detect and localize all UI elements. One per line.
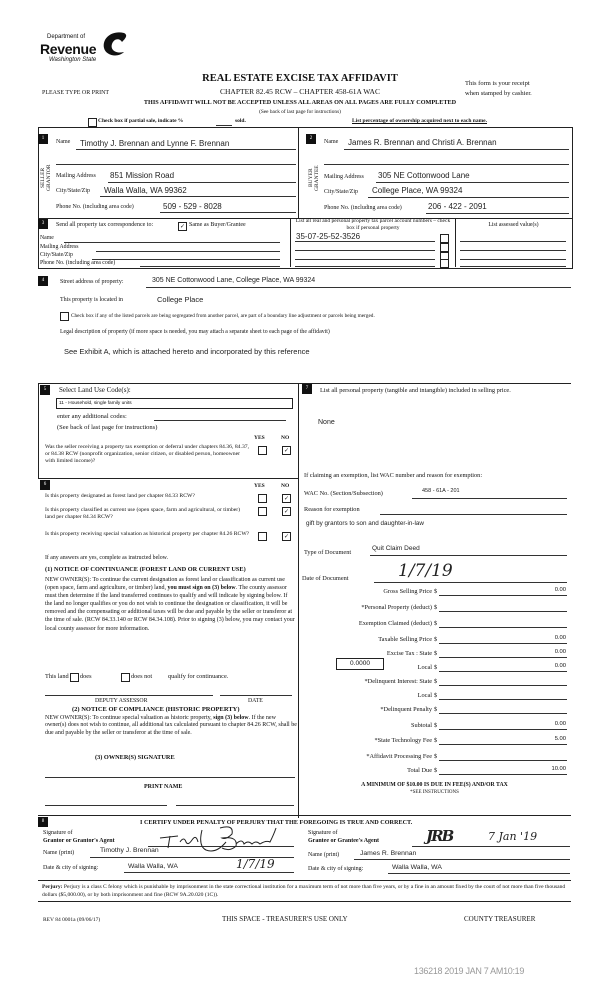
minimum-due-note: A MINIMUM OF $10.00 IS DUE IN FEE(S) AND/OR TAX: [361, 782, 508, 788]
text: sign (3) below: [213, 715, 249, 721]
wac-label: WAC No. (Section/Subsection): [304, 490, 383, 497]
assessed-value-line[interactable]: [460, 259, 566, 260]
amount-label: Subtotal: [411, 722, 432, 729]
amount-line: [439, 713, 567, 714]
amount-label: *Affidavit Processing Fee: [366, 753, 432, 760]
personal-property-checkbox[interactable]: [440, 234, 449, 243]
text: you must sign on (3) below: [167, 585, 236, 592]
text: . The county assessor must then determine if the land transferred continues to qualify and will indicate by signing below. If the land no longer qualifies or you do not wish to continue the designation or classification, it will be removed and the compensating or additional taxes will be due and payable by the seller or transferor at the time of sale. (RCW 84.33.140 or RCW 84.34.108). Prior to signing (3) below, you may contact your local county assessor for more information.: [45, 585, 295, 632]
does-not-qualify-checkbox[interactable]: [121, 673, 130, 682]
notice-compliance-text: [45, 715, 297, 737]
notice-compliance-title: (2) NOTICE OF COMPLIANCE (HISTORIC PROPERTY): [72, 706, 240, 713]
currency-sign: $: [434, 620, 438, 627]
logo-line2: Revenue: [40, 41, 97, 57]
divider: [298, 383, 299, 818]
currency-sign: $: [434, 588, 438, 595]
line: [108, 182, 296, 183]
amount-line: [439, 595, 567, 596]
personal-property-checkbox[interactable]: [440, 243, 449, 252]
seller-city[interactable]: Walla Walla, WA 99362: [104, 186, 187, 195]
buyer-city-label: City/State/Zip: [324, 189, 358, 195]
amount-value[interactable]: 10.00: [551, 766, 566, 772]
amount-label: *Delinquent Penalty: [380, 706, 432, 713]
amount-label: Local: [417, 664, 432, 671]
grantor-date[interactable]: 1/7/19: [236, 857, 275, 871]
perjury-note: [42, 883, 570, 899]
divider: [38, 880, 571, 881]
currency-sign: $: [434, 753, 438, 760]
currency-sign: $: [434, 678, 438, 685]
sig-of-label: Signature of: [43, 830, 73, 836]
assessed-value-line[interactable]: [460, 250, 566, 251]
seller-phone[interactable]: 509 - 529 - 8028: [163, 202, 222, 211]
sec5-see-back: (See back of last page for instructions): [57, 424, 158, 431]
amount-line: [439, 729, 567, 730]
amount-value[interactable]: 5.00: [554, 736, 566, 742]
currency-sign: $: [434, 706, 438, 713]
line: [368, 197, 569, 198]
line: [295, 250, 435, 251]
grantor-city[interactable]: Walla Walla, WA: [128, 863, 178, 870]
grantee-city[interactable]: Walla Walla, WA: [392, 864, 442, 871]
amount-value[interactable]: 0.00: [554, 635, 566, 641]
divider: [38, 478, 298, 479]
additional-codes-input[interactable]: [154, 420, 286, 421]
text: Perjury is a class C felony which is punishable by imprisonment in the state correctional institution for a maximum term of not more than five years, or by a fine in an amount fixed by the court of not more than five thousand dollars ($5,000.00), or by both imprisonment and fine (RCW 9A.20.020 (1C)).: [42, 884, 566, 898]
form-number: REV 84 0001a (09/06/17): [43, 917, 101, 923]
corr-address-label: Mailing Address: [40, 244, 79, 250]
text: NEW OWNER(S): To continue the current designation as forest land or classification as current use (open space, farm and agriculture, or timber) land,: [45, 577, 285, 592]
treasurer-use: THIS SPACE - TREASURER'S USE ONLY: [222, 915, 348, 923]
line: [354, 859, 570, 860]
amount-label: Exemption Claimed (deduct): [358, 620, 432, 627]
amount-label: Total Due: [407, 767, 432, 774]
amount-line: [439, 657, 567, 658]
logo-line3: Washington State: [49, 57, 97, 63]
legal-description-label: Legal description of property (if more space is needed, you may attach a separate sheet to each page of the affidavit): [60, 329, 330, 335]
seller-city-label: City/State/Zip: [56, 188, 90, 194]
see-back: (See back of last page for instructions): [259, 109, 341, 115]
county-treasurer: COUNTY TREASURER: [464, 915, 536, 923]
assessed-header: List assessed value(s): [488, 222, 539, 228]
does-label: does: [80, 673, 92, 680]
personal-property-value[interactable]: None: [318, 419, 335, 426]
receipt-note-1: This form is your receipt: [465, 80, 530, 87]
line: [295, 266, 435, 267]
line: [295, 241, 435, 242]
forest-no-checkbox[interactable]: ✓: [283, 495, 290, 502]
currency-sign: $: [434, 604, 438, 611]
text: NEW OWNER(S): To continue special valuation as historic property,: [45, 715, 214, 721]
does-not-label: does not: [131, 673, 153, 680]
exemption-reason[interactable]: gift by grantors to son and daughter-in-law: [306, 520, 424, 527]
line: [374, 582, 567, 583]
text: Perjury:: [42, 884, 63, 890]
dor-logo: [40, 34, 96, 64]
notice-continuance-title: (1) NOTICE OF CONTINUANCE (FOREST LAND OR CURRENT USE): [45, 566, 246, 573]
parcel-header: List all real and personal property tax parcel account numbers – check box if personal property: [295, 218, 451, 231]
print-name-label: PRINT NAME: [144, 784, 183, 790]
receipt-note-2: when stamped by cashier.: [465, 90, 532, 97]
chapter-line: CHAPTER 82.45 RCW – CHAPTER 458-61A WAC: [220, 87, 380, 96]
grantor-date-city-label: Date & city of signing:: [43, 865, 99, 871]
form-title: REAL ESTATE EXCISE TAX AFFIDAVIT: [202, 73, 398, 84]
partial-percent-line[interactable]: [216, 125, 232, 126]
corr-city-label: City/State/Zip: [40, 252, 73, 258]
amount-value[interactable]: 0.00: [554, 721, 566, 727]
section-5-number: 5: [40, 385, 50, 395]
amount-label: Local: [417, 692, 432, 699]
reason-label: Reason for exemption: [304, 506, 360, 513]
additional-codes-label: enter any additional codes:: [57, 413, 127, 420]
line: [100, 196, 296, 197]
divider: [38, 901, 571, 902]
line: [124, 872, 294, 873]
seller-address-label: Mailing Address: [56, 173, 96, 179]
section-2-number: 2: [306, 134, 316, 144]
section-4-number: 4: [38, 276, 48, 286]
local-rate-box[interactable]: 0.0000: [336, 658, 384, 670]
land-use-select[interactable]: 11 - Household, single family units: [56, 398, 293, 409]
owner-signature-title: (3) OWNER(S) SIGNATURE: [95, 754, 175, 761]
same-as-buyer-label: Same as Buyer/Grantee: [189, 222, 246, 228]
amount-value[interactable]: 0.00: [554, 663, 566, 669]
grantee-print-name[interactable]: James R. Brennan: [360, 850, 417, 857]
line: [376, 182, 569, 183]
section-8-number: 8: [38, 817, 48, 827]
grantee-signature-line[interactable]: [412, 846, 570, 847]
amount-label: Excise Tax : State: [386, 650, 432, 657]
line: [412, 498, 567, 499]
section-6-number: 6: [40, 480, 50, 490]
seller-name-label: Name: [56, 139, 71, 145]
grantor-print-name[interactable]: Timothy J. Brennan: [100, 847, 159, 854]
legal-description[interactable]: See Exhibit A, which is attached hereto and incorporated by this reference: [64, 347, 310, 356]
amount-line: [439, 671, 567, 672]
property-street[interactable]: 305 NE Cottonwood Lane, College Place, WA 99324: [152, 277, 316, 284]
amount-label: *Personal Property (deduct): [361, 604, 432, 611]
assessor-date-line[interactable]: [220, 695, 292, 696]
divider: [38, 815, 571, 816]
text: . If the new owner(s) does not wish to continue, all additional tax calculated pursuant to chapter 84.26 RCW, shall be due and payable by the seller or transferor at the time of sale.: [45, 715, 297, 736]
amount-label: *Delinquent Interest: State: [364, 678, 432, 685]
amount-line: [439, 685, 567, 686]
amount-line: [439, 643, 567, 644]
print-name-line[interactable]: [45, 805, 167, 806]
corr-phone-label: Phone No. (including area code): [40, 260, 116, 266]
parcel-number[interactable]: 35-07-25-52-3526: [296, 232, 361, 241]
divider: [38, 383, 39, 479]
exemption-question: Was the seller receiving a property tax exemption or deferral under chapters 84.36, 84.37, or 84.38 RCW (nonprofit organization, senior citizen, or disabled person, homeowner with limited income)?: [45, 444, 250, 465]
line: [56, 164, 296, 165]
grantee-date[interactable]: 7 Jan '19: [488, 830, 538, 843]
corr-city-line[interactable]: [92, 259, 280, 260]
owner-signature-line[interactable]: [45, 777, 295, 778]
if-yes-note: If any answers are yes, complete as instructed below.: [45, 555, 168, 561]
divider: [290, 218, 291, 267]
corr-address-line[interactable]: [96, 251, 280, 252]
buyer-phone[interactable]: 206 - 422 - 2091: [428, 202, 487, 211]
no-header: NO: [281, 435, 290, 441]
does-qualify-checkbox[interactable]: [70, 673, 79, 682]
grantor-agent-label: Grantor or Grantor's Agent: [43, 838, 115, 844]
line: [76, 149, 296, 150]
buyer-address-label: Mailing Address: [324, 174, 364, 180]
buyer-city[interactable]: College Place, WA 99324: [372, 186, 463, 195]
please-type: PLEASE TYPE OR PRINT: [42, 90, 110, 96]
amount-line: [439, 760, 567, 761]
personal-property-label: List all personal property (tangible and intangible) included in selling price.: [320, 387, 511, 394]
line: [380, 514, 567, 515]
amount-label: *State Technology Fee: [374, 737, 432, 744]
historic-no-checkbox[interactable]: ✓: [283, 533, 290, 540]
deputy-assessor-label: DEPUTY ASSESSOR: [95, 698, 148, 704]
section-3-number: 3: [38, 219, 48, 229]
grantee-date-city-label: Date & city of signing:: [308, 866, 364, 872]
ownership-note: List percentage of ownership acquired next to each name.: [352, 118, 487, 124]
deputy-assessor-line[interactable]: [45, 695, 213, 696]
currency-sign: $: [434, 650, 438, 657]
historic-question: Is this property receiving special valuation as historical property per chapter 84.26 RCW?: [45, 531, 250, 537]
personal-property-checkbox[interactable]: [440, 259, 449, 268]
warning-line: THIS AFFIDAVIT WILL NOT BE ACCEPTED UNLESS ALL AREAS ON ALL PAGES ARE FULLY COMPLETED: [143, 99, 457, 106]
line: [370, 555, 567, 556]
send-correspondence-label: Send all property tax correspondence to:: [56, 222, 154, 228]
grantee-signature: JRB: [426, 827, 453, 845]
same-as-buyer-checkbox[interactable]: ✓: [179, 223, 186, 230]
dor-swirl-icon: [100, 30, 130, 58]
seller-name[interactable]: Timothy J. Brennan and Lynne F. Brennan: [80, 139, 230, 148]
line: [426, 213, 569, 214]
amount-label: Taxable Selling Price: [378, 636, 432, 643]
grantee-agent-label: Grantee or Grantee's Agent: [308, 838, 380, 844]
corr-name-label: Name: [40, 235, 54, 241]
certify-statement: I CERTIFY UNDER PENALTY OF PERJURY THAT THE FOREGOING IS TRUE AND CORRECT.: [140, 819, 413, 826]
amount-line: [439, 699, 567, 700]
corr-phone-line[interactable]: [140, 266, 280, 267]
see-instructions: *SEE INSTRUCTIONS: [410, 790, 459, 795]
amount-line: [439, 627, 567, 628]
current-use-yes-checkbox[interactable]: [258, 507, 267, 516]
forest-land-question: Is this property designated as forest land per chapter 84.33 RCW?: [45, 493, 195, 499]
buyer-name-label: Name: [324, 139, 339, 145]
assessor-date-label: DATE: [248, 698, 263, 704]
section-1-number: 1: [38, 134, 48, 144]
line: [146, 287, 571, 288]
grantee-name-label: Name (print): [308, 852, 340, 858]
print-name-line[interactable]: [176, 805, 294, 806]
buyer-name[interactable]: James R. Brennan and Christi A. Brennan: [348, 138, 497, 147]
qualify-label: qualify for continuance.: [168, 673, 229, 680]
currency-sign: $: [434, 737, 438, 744]
currency-sign: $: [434, 767, 438, 774]
partial-sale-checkbox[interactable]: [88, 118, 97, 127]
buyer-address[interactable]: 305 NE Cottonwood Lane: [378, 171, 470, 180]
amount-value[interactable]: 0.00: [554, 587, 566, 593]
line: [295, 259, 435, 260]
seller-address[interactable]: 851 Mission Road: [110, 171, 175, 180]
buyer-side-label: BUYER GRANTEE: [308, 165, 320, 191]
grantor-name-label: Name (print): [43, 850, 75, 856]
currency-sign: $: [434, 664, 438, 671]
segregated-checkbox[interactable]: [60, 312, 69, 321]
doc-date-label: Date of Document: [302, 575, 349, 582]
doc-type-label: Type of Document: [304, 549, 352, 556]
wac-number[interactable]: 458 - 61A - 201: [422, 488, 460, 494]
amount-line: [439, 774, 567, 775]
line: [388, 873, 570, 874]
property-location[interactable]: College Place: [157, 295, 204, 304]
yes-header: YES: [254, 435, 265, 441]
logo-line1: Department of: [47, 34, 86, 40]
buyer-phone-label: Phone No. (including area code): [324, 205, 402, 211]
section-7-number: 7: [302, 384, 312, 394]
seller-side-label: SELLER GRANTOR: [40, 164, 52, 192]
partial-sale-label: Check box if partial sale, indicate %: [98, 118, 184, 124]
currency-sign: $: [434, 692, 438, 699]
assessed-value-line[interactable]: [460, 241, 566, 242]
divider: [298, 127, 299, 218]
document-date[interactable]: 1/7/19: [398, 561, 453, 581]
this-land-label: This land: [45, 673, 69, 680]
sig-of-label: Signature of: [308, 830, 338, 836]
current-use-question: Is this property classified as current use (open space, farm and agricultural, or timber) land per chapter 84.34 RCW?: [45, 507, 241, 521]
assessed-value-line[interactable]: [460, 266, 566, 267]
recording-stamp: 136218 2019 JAN 7 AM10:19: [414, 966, 525, 976]
street-address-label: Street address of property:: [60, 279, 124, 285]
amount-value[interactable]: 0.00: [554, 649, 566, 655]
corr-name-line[interactable]: [64, 242, 280, 243]
no-header: NO: [281, 483, 290, 489]
amount-line: [439, 611, 567, 612]
current-use-no-checkbox[interactable]: ✓: [283, 508, 290, 515]
amount-line: [439, 744, 567, 745]
line: [344, 149, 569, 150]
currency-sign: $: [434, 722, 438, 729]
exemption-no-checkbox[interactable]: ✓: [283, 447, 290, 454]
exemption-yes-checkbox[interactable]: [258, 446, 267, 455]
yes-header: YES: [254, 483, 265, 489]
amount-label: Gross Selling Price: [383, 588, 432, 595]
grantor-signature-image: [150, 822, 300, 852]
land-use-label: Select Land Use Code(s):: [59, 386, 131, 394]
seller-phone-label: Phone No. (including area code): [56, 204, 134, 210]
located-label: This property is located in: [60, 297, 123, 303]
notice-continuance-text: [45, 576, 295, 633]
historic-yes-checkbox[interactable]: [258, 532, 267, 541]
document-type[interactable]: Quit Claim Deed: [372, 545, 420, 552]
exemption-note: If claiming an exemption, list WAC number and reason for exemption:: [304, 472, 483, 479]
line: [160, 212, 296, 213]
line: [324, 164, 569, 165]
currency-sign: $: [434, 636, 438, 643]
segregated-label: Check box if any of the listed parcels are being segregated from another parcel, are part of a boundary line adjustment or parcels being merged.: [71, 313, 375, 319]
forest-yes-checkbox[interactable]: [258, 494, 267, 503]
sold-label: sold.: [235, 118, 246, 124]
